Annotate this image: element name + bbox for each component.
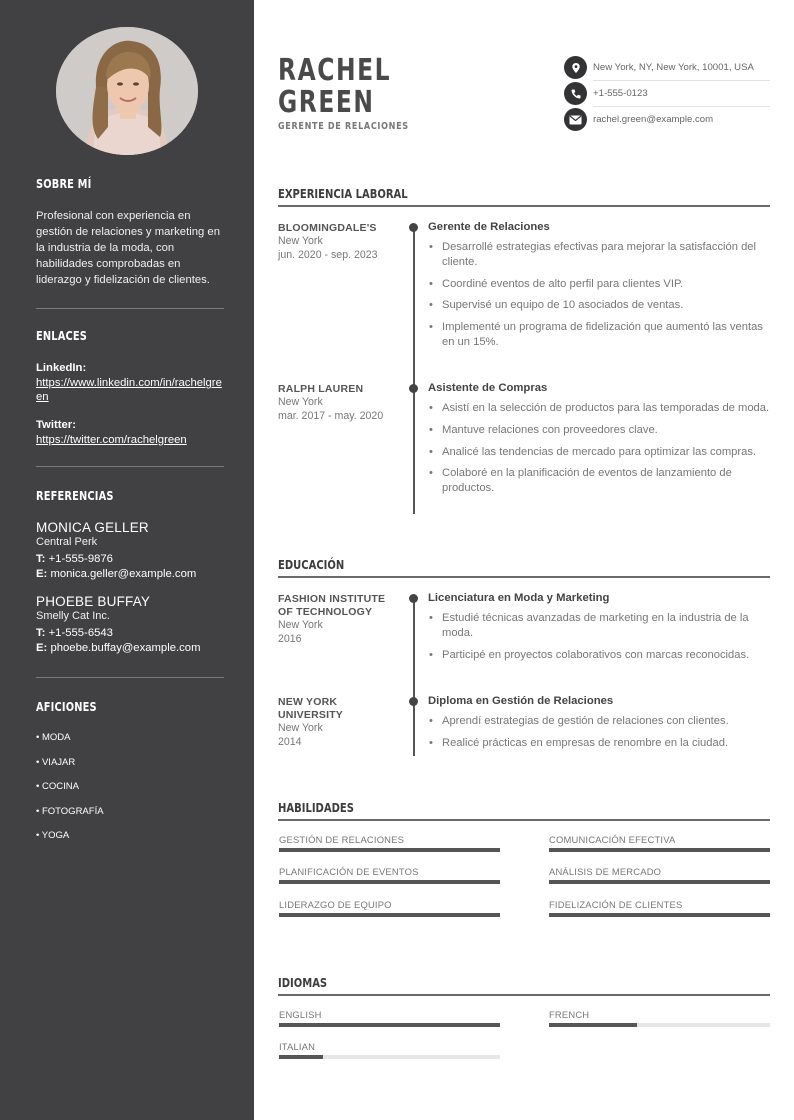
link-label: Twitter: — [36, 419, 76, 431]
link-linkedin — [36, 362, 224, 404]
language-bar-fill — [279, 1055, 323, 1059]
org-dates: mar. 2017 - may. 2020 — [278, 409, 384, 422]
role-title: Gerente de Relaciones — [428, 221, 550, 233]
about-section — [36, 177, 224, 191]
timeline-dot — [409, 223, 418, 232]
section-rule — [278, 994, 770, 996]
bullet-list — [428, 611, 772, 662]
section-rule — [278, 819, 770, 821]
reference-phone — [36, 553, 224, 565]
links-section — [36, 329, 224, 343]
bullet-list — [428, 714, 772, 751]
org-location: New York — [278, 722, 323, 734]
job-title: GERENTE DE RELACIONES — [278, 121, 409, 132]
reference-company: Smelly Cat Inc. — [36, 610, 110, 622]
timeline-line — [413, 228, 415, 514]
reference-phone — [36, 627, 224, 639]
phone-value: +1-555-9876 — [48, 553, 113, 565]
links-title: ENLACES — [36, 329, 88, 343]
org-year: 2016 — [278, 632, 302, 645]
section-rule — [278, 576, 770, 578]
phone-label: T: — [36, 627, 46, 639]
timeline-dot — [409, 697, 418, 706]
link-label: LinkedIn: — [36, 362, 87, 374]
bullet-item: • Coordiné eventos de alto perfil para clientes VIP. — [428, 277, 772, 292]
reference-company: Central Perk — [36, 536, 98, 548]
org-name: NEW YORK — [278, 696, 338, 708]
org-location: New York — [278, 619, 323, 631]
phone-label: T: — [36, 553, 46, 565]
section-rule — [278, 205, 770, 207]
skill-bar-fill — [549, 880, 770, 884]
divider — [36, 466, 224, 467]
last-name: GREEN — [278, 85, 375, 120]
skill-label: LIDERAZGO DE EQUIPO — [279, 899, 392, 910]
experience-details — [428, 221, 772, 357]
skill-item — [549, 834, 770, 845]
skill-label: COMUNICACIÓN EFECTIVA — [549, 834, 676, 845]
email-text[interactable]: rachel.green@example.com — [593, 114, 714, 125]
first-name: RACHEL — [278, 53, 392, 88]
education-org — [278, 593, 403, 646]
divider — [36, 677, 224, 678]
twitter-link[interactable]: https://twitter.com/rachelgreen — [36, 434, 187, 446]
skill-bar — [549, 913, 770, 917]
phone-icon — [564, 82, 587, 105]
skill-bar-fill — [279, 880, 500, 884]
role-title: Asistente de Compras — [428, 382, 548, 394]
reference-name: MONICA GELLER — [36, 520, 149, 535]
references-section — [36, 489, 224, 503]
portrait-image — [56, 27, 198, 155]
skill-item — [549, 866, 770, 877]
languages-title: IDIOMAS — [278, 975, 328, 990]
skill-bar-fill — [279, 913, 500, 917]
contact-address — [564, 55, 770, 79]
skill-bar-fill — [279, 848, 500, 852]
phone-text: +1-555-0123 — [593, 88, 648, 99]
hobby-item: • VIAJAR — [36, 756, 76, 768]
bullet-item: • Desarrollé estrategias efectivas para mejorar la satisfacción del cliente. — [428, 240, 772, 270]
degree-title: Diploma en Gestión de Relaciones — [428, 695, 614, 707]
email-value: monica.geller@example.com — [50, 568, 197, 580]
skill-item — [279, 834, 500, 845]
org-name: RALPH LAUREN — [278, 383, 364, 395]
contact-phone — [564, 81, 770, 105]
experience-org — [278, 222, 403, 262]
org-name: FASHION INSTITUTE — [278, 593, 386, 605]
bullet-item: • Realicé prácticas en empresas de renombre en la ciudad. — [428, 736, 772, 751]
about-title: SOBRE MÍ — [36, 177, 92, 191]
profile-photo — [56, 27, 198, 155]
mail-icon — [564, 108, 587, 131]
email-value: phoebe.buffay@example.com — [50, 642, 201, 654]
skills-title: HABILIDADES — [278, 800, 354, 815]
org-dates: jun. 2020 - sep. 2023 — [278, 248, 378, 261]
language-item — [549, 1009, 770, 1020]
skill-item — [279, 866, 500, 877]
skill-label: PLANIFICACIÓN DE EVENTOS — [279, 866, 419, 877]
bullet-list — [428, 240, 772, 350]
experience-details — [428, 382, 772, 503]
org-name: OF TECHNOLOGY — [278, 606, 373, 618]
education-org — [278, 696, 403, 749]
education-details — [428, 695, 772, 758]
hobbies-list — [36, 732, 224, 855]
sidebar — [0, 0, 254, 1120]
reference-email — [36, 642, 224, 654]
hobby-item: • COCINA — [36, 781, 79, 792]
skill-bar — [279, 913, 500, 917]
skill-bar — [549, 880, 770, 884]
bullet-item: • Estudié técnicas avanzadas de marketing en la industria de la moda. — [428, 611, 772, 641]
skill-bar — [279, 880, 500, 884]
location-pin-icon — [564, 56, 587, 79]
hobbies-section — [36, 700, 224, 714]
reference-name: PHOEBE BUFFAY — [36, 594, 151, 609]
skill-label: GESTIÓN DE RELACIONES — [279, 834, 405, 845]
language-bar — [279, 1055, 500, 1059]
address-text: New York, NY, New York, 10001, USA — [593, 62, 754, 73]
org-location: New York — [278, 396, 323, 408]
reference-item — [36, 520, 224, 580]
reference-email — [36, 568, 224, 580]
divider — [36, 308, 224, 309]
language-label: ITALIAN — [279, 1041, 316, 1052]
linkedin-link[interactable]: https://www.linkedin.com/in/rachelgreen — [36, 377, 222, 403]
reference-item — [36, 594, 224, 654]
phone-value: +1-555-6543 — [48, 627, 113, 639]
bullet-item: • Aprendí estrategias de gestión de relaciones con clientes. — [428, 714, 772, 729]
link-twitter — [36, 419, 224, 447]
timeline-dot — [409, 594, 418, 603]
skill-bar — [549, 848, 770, 852]
bullet-item: • Mantuve relaciones con proveedores clave. — [428, 423, 772, 438]
contact-email — [564, 107, 770, 131]
education-title: EDUCACIÓN — [278, 557, 345, 572]
skill-label: ANÁLISIS DE MERCADO — [549, 866, 662, 877]
hobby-item: • YOGA — [36, 830, 70, 841]
language-label: ENGLISH — [279, 1009, 322, 1020]
email-label: E: — [36, 642, 48, 654]
language-item — [279, 1009, 500, 1020]
hobbies-title: AFICIONES — [36, 700, 97, 714]
experience-title: EXPERIENCIA LABORAL — [278, 186, 408, 201]
bullet-item: • Colaboré en la planificación de eventos de lanzamiento de productos. — [428, 466, 772, 496]
bullet-item: • Participé en proyectos colaborativos con marcas reconocidas. — [428, 648, 772, 663]
skill-bar-fill — [549, 913, 770, 917]
degree-title: Licenciatura en Moda y Marketing — [428, 592, 610, 604]
language-bar-fill — [549, 1023, 637, 1027]
email-label: E: — [36, 568, 48, 580]
org-year: 2014 — [278, 735, 302, 748]
about-text: Profesional con experiencia en gestión de relaciones y marketing en la industria de la moda, con habilidades comprobadas en liderazgo y fidelización de clientes. — [36, 210, 220, 286]
skill-label: FIDELIZACIÓN DE CLIENTES — [549, 899, 683, 910]
timeline-line — [413, 599, 415, 756]
hobby-item: • MODA — [36, 732, 71, 743]
experience-org — [278, 383, 403, 423]
references-title: REFERENCIAS — [36, 489, 114, 503]
bullet-item: • Analicé las tendencias de mercado para optimizar las compras. — [428, 445, 772, 460]
language-label: FRENCH — [549, 1009, 590, 1020]
skill-item — [279, 899, 500, 910]
skill-item — [549, 899, 770, 910]
bullet-list — [428, 401, 772, 496]
language-bar-fill — [279, 1023, 500, 1027]
language-item — [279, 1041, 500, 1052]
education-details — [428, 592, 772, 669]
skill-bar — [279, 848, 500, 852]
org-name: UNIVERSITY — [278, 709, 344, 721]
skill-bar-fill — [549, 848, 770, 852]
language-bar — [549, 1023, 770, 1027]
language-bar — [279, 1023, 500, 1027]
bullet-item: • Asistí en la selección de productos para las temporadas de moda. — [428, 401, 772, 416]
hobby-item: • FOTOGRAFÍA — [36, 805, 104, 817]
org-name: BLOOMINGDALE'S — [278, 222, 377, 234]
bullet-item: • Implementé un programa de fidelización que aumentó las ventas en un 15%. — [428, 320, 772, 350]
timeline-dot — [409, 384, 418, 393]
bullet-item: • Supervisé un equipo de 10 asociados de ventas. — [428, 298, 772, 313]
org-location: New York — [278, 235, 323, 247]
